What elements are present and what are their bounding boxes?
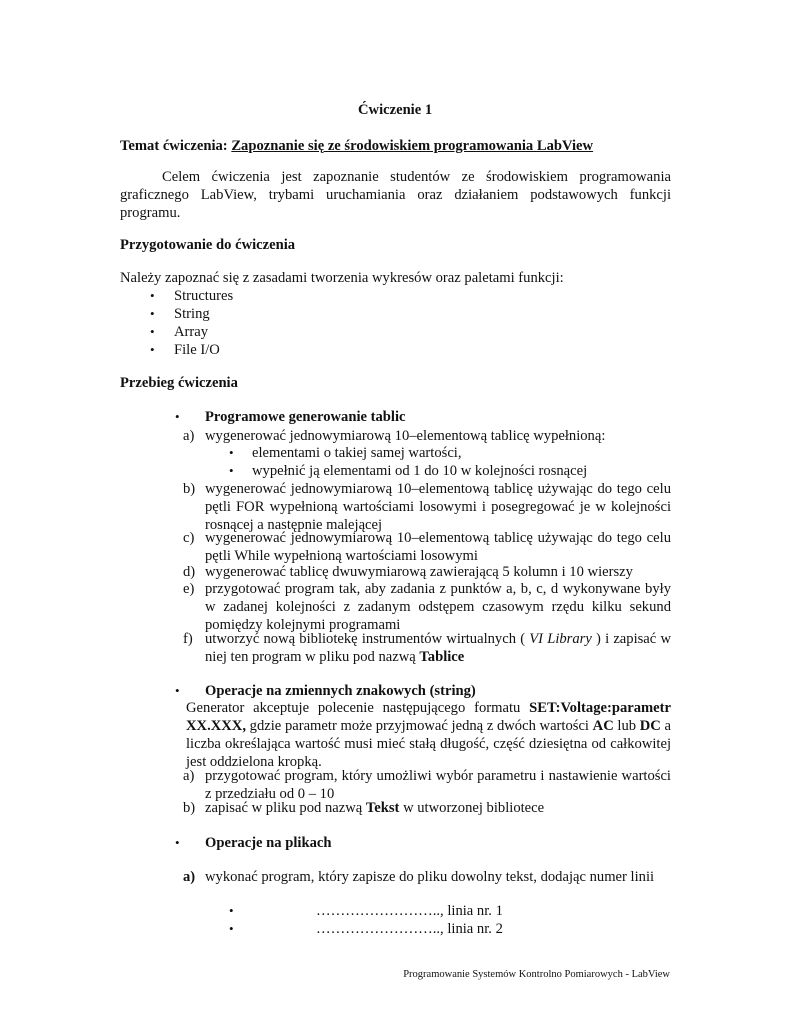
page-footer: Programowanie Systemów Kontrolno Pomiarowych - LabView bbox=[403, 969, 670, 980]
item-letter: c) bbox=[183, 530, 195, 546]
item-letter: d) bbox=[183, 564, 196, 580]
list-item: Array bbox=[174, 324, 209, 340]
item-b-text-after: w utworzonej bibliotece bbox=[399, 800, 545, 816]
preparation-text: Należy zapoznać się z zasadami tworzenia wykresów oraz paletami funkcji: bbox=[120, 270, 564, 286]
bullet-icon: • bbox=[229, 463, 234, 478]
bullet-icon: • bbox=[175, 835, 180, 850]
section1-item-c: wygenerować jednowymiarową 10–elementową tablicę używając do tego celu pętli While wypełnioną wartościami losowymi bbox=[205, 530, 671, 564]
bullet-icon: • bbox=[150, 288, 155, 303]
item-f-italic: VI Library bbox=[529, 631, 592, 647]
section1-item-f bbox=[205, 630, 671, 666]
item-letter: f) bbox=[183, 631, 193, 647]
list-item: String bbox=[174, 306, 210, 322]
item-letter: a) bbox=[183, 869, 196, 885]
bullet-icon: • bbox=[175, 409, 180, 424]
section1-item-b: wygenerować jednowymiarową 10–elementową tablicę używając do tego celu pętli FOR wypełnioną wartościami losowymi i posegregować je w kolejności rosnącej a następnie malejącej bbox=[205, 481, 671, 533]
bullet-icon: • bbox=[175, 683, 180, 698]
file-line: …………………….., linia nr. 1 bbox=[316, 903, 503, 919]
section3-item-a: wykonać program, który zapisze do pliku dowolny tekst, dodając numer linii bbox=[205, 869, 655, 885]
sub-item: wypełnić ją elementami od 1 do 10 w kolejności rosnącej bbox=[252, 463, 588, 479]
course-heading: Przebieg ćwiczenia bbox=[120, 375, 238, 391]
item-letter: a) bbox=[183, 428, 195, 444]
section1-item-d: wygenerować tablicę dwuwymiarową zawierającą 5 kolumn i 10 wierszy bbox=[205, 564, 633, 580]
bullet-icon: • bbox=[229, 921, 234, 936]
section1-item-a: wygenerować jednowymiarową 10–elementową tablicę wypełnioną: bbox=[205, 428, 606, 444]
topic-line bbox=[120, 137, 593, 155]
item-b-text: zapisać w pliku pod nazwą bbox=[205, 800, 366, 816]
topic-label: Temat ćwiczenia: bbox=[120, 138, 228, 154]
item-letter: b) bbox=[183, 481, 196, 497]
section2-description bbox=[186, 699, 671, 771]
item-f-text: utworzyć nową bibliotekę instrumentów wirtualnych ( bbox=[205, 631, 530, 647]
intro-paragraph: Celem ćwiczenia jest zapoznanie studentów ze środowiskiem programowania graficznego LabView, trybami uruchamiania oraz działaniem podstawowych funkcji programu. bbox=[120, 169, 671, 221]
section2-item-a: przygotować program, który umożliwi wybór parametru i nastawienie wartości z przedziału od 0 – 10 bbox=[205, 768, 671, 802]
section1-item-e: przygotować program tak, aby zadania z punktów a, b, c, d wykonywane były w zadanej kolejności z zadanym odstępem czasowym rzędu kilku sekund pomiędzy kolejnymi programami bbox=[205, 581, 671, 633]
item-b-bold: Tekst bbox=[365, 800, 400, 816]
desc-text: gdzie parametr może przyjmować jedną z dwóch wartości bbox=[246, 718, 593, 734]
item-letter: e) bbox=[183, 581, 195, 597]
section3-title: Operacje na plikach bbox=[205, 835, 332, 851]
bullet-icon: • bbox=[150, 306, 155, 321]
bullet-icon: • bbox=[229, 903, 234, 918]
bullet-icon: • bbox=[150, 342, 155, 357]
bullet-icon: • bbox=[229, 445, 234, 460]
desc-bold: DC bbox=[639, 718, 661, 734]
file-line: …………………….., linia nr. 2 bbox=[316, 921, 503, 937]
preparation-heading: Przygotowanie do ćwiczenia bbox=[120, 237, 296, 253]
topic-text: Zapoznanie się ze środowiskiem programowania LabView bbox=[231, 138, 594, 154]
section1-title: Programowe generowanie tablic bbox=[205, 409, 406, 425]
sub-item: elementami o takiej samej wartości, bbox=[252, 445, 462, 461]
desc-text: Generator akceptuje polecenie następującego formatu bbox=[186, 700, 530, 716]
item-letter: a) bbox=[183, 768, 195, 784]
list-item: Structures bbox=[174, 288, 234, 304]
item-f-text-middle: ) i zapisać w niej ten program w pliku pod nazwą bbox=[205, 631, 671, 665]
desc-bold: AC bbox=[592, 718, 614, 734]
desc-bold: SET:Voltage:parametr XX.XXX, bbox=[186, 700, 671, 734]
bullet-icon: • bbox=[150, 324, 155, 339]
page-title: Ćwiczenie 1 bbox=[358, 102, 433, 118]
desc-text: lub bbox=[613, 718, 640, 734]
section2-title: Operacje na zmiennych znakowych (string) bbox=[205, 683, 476, 699]
desc-text: a liczba określająca wartość musi mieć stałą długość, część dziesiętna od całkowitej jest oddzielona kropką. bbox=[186, 718, 671, 770]
item-letter: b) bbox=[183, 800, 196, 816]
section2-item-b bbox=[205, 799, 544, 817]
list-item: File I/O bbox=[174, 342, 220, 358]
item-f-bold: Tablice bbox=[419, 649, 465, 665]
